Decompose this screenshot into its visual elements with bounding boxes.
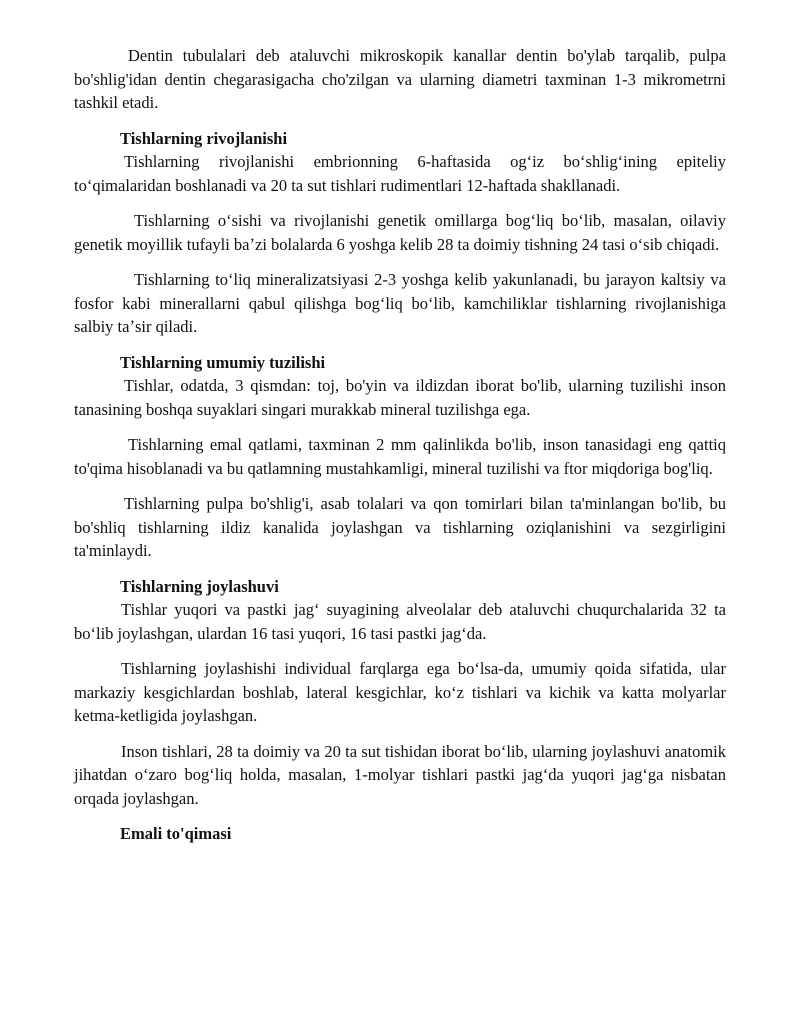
paragraph-location-2: Tishlarning joylashishi individual farqlarga ega boʻlsa-da, umumiy qoida sifatida, ular markaziy kesgichlardan boshlab, lateral kesgichlar, koʻz tishlari va kichik va katta molyarlar ketma-ketligida joylashgan.	[74, 659, 726, 725]
paragraph-development-2: Tishlarning oʻsishi va rivojlanishi genetik omillarga bogʻliq boʻlib, masalan, oilaviy genetik moyillik tufayli baʼzi bolalarda 6 yoshga kelib 28 ta doimiy tishning 24 tasi oʻsib chiqadi.	[74, 211, 726, 254]
heading-teeth-location: Tishlarning joylashuvi	[120, 576, 279, 596]
paragraph-structure-1: Tishlar, odatda, 3 qismdan: toj, bo'yin va ildizdan iborat bo'lib, ularning tuzilishi inson tanasining boshqa suyaklari singari murakkab mineral tuzilishga ega.	[74, 376, 726, 419]
heading-general-structure: Tishlarning umumiy tuzilishi	[120, 352, 326, 372]
paragraph-development-1: Tishlarning rivojlanishi embrionning 6-haftasida ogʻiz boʻshligʻining epiteliy toʻqimalaridan boshlanadi va 20 ta sut tishlari rudimentlari 12-haftada shakllanadi.	[74, 152, 726, 195]
paragraph-development-3: Tishlarning toʻliq mineralizatsiyasi 2-3 yoshga kelib yakunlanadi, bu jarayon kaltsiy va fosfor kabi minerallarni qabul qilishga bogʻliq boʻlib, kamchiliklar tishlarning rivojlanishiga salbiy taʼsir qiladi.	[74, 270, 726, 336]
paragraph-structure-3: Tishlarning pulpa bo'shlig'i, asab tolalari va qon tomirlari bilan ta'minlangan bo'lib, bu bo'shliq tishlarning ildiz kanalida joylashgan va tishlarning oziqlanishini va sezgirligini ta'minlaydi.	[74, 494, 726, 560]
paragraph-location-1: Tishlar yuqori va pastki jagʻ suyagining alveolalar deb ataluvchi chuqurchalarida 32 ta boʻlib joylashgan, ulardan 16 tasi yuqori, 16 tasi pastki jagʻda.	[74, 600, 726, 643]
paragraph-location-3: Inson tishlari, 28 ta doimiy va 20 ta sut tishidan iborat boʻlib, ularning joylashuvi anatomik jihatdan oʻzaro bogʻliq holda, masalan, 1-molyar tishlari pastki jagʻda yuqori jagʻga nisbatan orqada joylashgan.	[74, 741, 726, 808]
heading-enamel-tissue: Emali to'qimasi	[120, 824, 232, 843]
paragraph-structure-2: Tishlarning emal qatlami, taxminan 2 mm qalinlikda bo'lib, inson tanasidagi eng qattiq to'qima hisoblanadi va bu qatlamning mustahkamligi, mineral tuzilishi va ftor miqdoriga bog'liq.	[74, 435, 726, 478]
document-page	[74, 44, 726, 846]
paragraph-dentin-tubules: Dentin tubulalari deb ataluvchi mikroskopik kanallar dentin bo'ylab tarqalib, pulpa bo'shlig'idan dentin chegarasigacha cho'zilgan va ularning diametri taxminan 1-3 mikrometrni tashkil etadi.	[74, 46, 726, 112]
heading-teeth-development: Tishlarning rivojlanishi	[120, 128, 288, 148]
